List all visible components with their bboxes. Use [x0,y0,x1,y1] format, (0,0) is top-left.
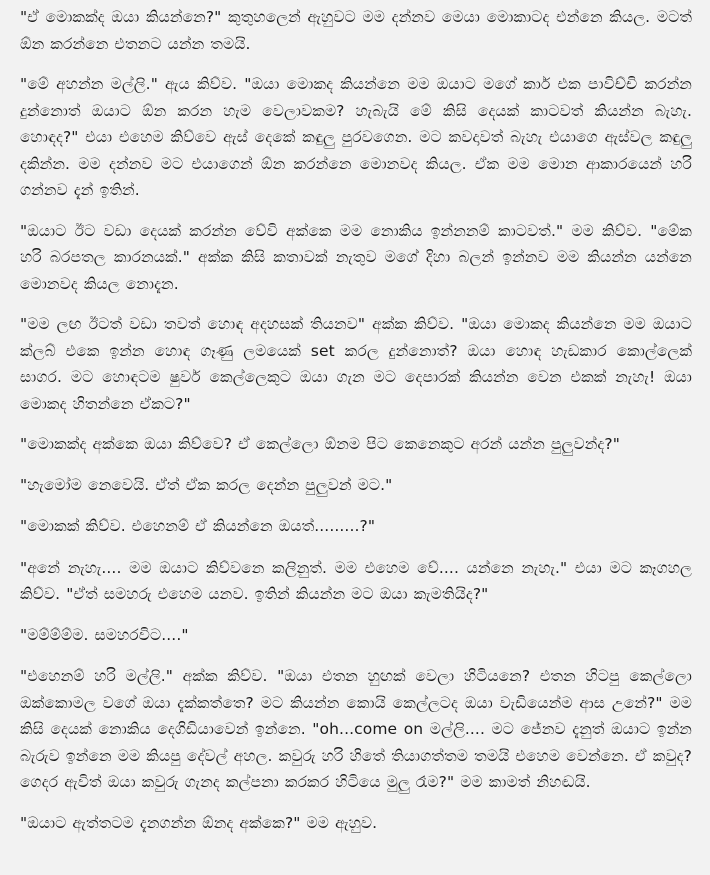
paragraph-5: "මොකක්ද අක්කෙ ඔයා කිව්වෙ? ඒ කෙල්ලො ඕනම පිට කෙනෙකුට අරන් යන්න පුලුවන්ද?" [20,435,620,453]
paragraph-3: "ඔයාට ඊට වඩා දෙයක් කරන්න වේවි අක්කෙ මම නොකිය ඉන්නනම් කාටවත්." මම කිව්ව. "මේක හරි බරපතල කාරනයක්." අක්ක කිසි කතාවක් නැතුව මගේ දිහා බලන් ඉන්නව මම කියන්න යන්නෙ මොනවද කියල නොදැන. [20,221,692,293]
paragraph-9: "මම්ම්ම්ම. සමහරවිට...." [20,625,189,644]
paragraph-10: "එහෙනම් හරි මල්ලි." අක්ක කිව්ව. "ඔයා එතන හුඟක් වෙලා හිටියනෙ? එතන හිටපු කෙල්ලො ඔක්කොමල වගේ ඔයා දැක්කත්තෙ? මට කියන්න කොයි කෙල්ලටද ඔයා වැඩියෙන්ම ආස උනේ?" මම කිසි දෙයක් නොකිය දෙගිඩියාවෙන් ඉන්නෙ. "oh...come on මල්ලි.... මට ජේනව දැනුත් ඔයාට ඉන්න බැරුව ඉන්නෙ මම කියපු දේවල් අහල. කවුරු හරි හිතේ තියාගත්තම තමයි එහෙම වෙන්නෙ. ඒ කවුද? ගෙදර ඇවිත් ඔයා කවුරු ගැනද කල්පනා කරකර හිටියෙ මුලු රෑම?" මම කාමත් නිහඬයි. [20,667,692,791]
paragraph-4: "මම ලඟ ඊටත් වඩා තවත් හොඳ අදහසක් තියනව" අක්ක කිව්ව. "ඔයා මොකද කියන්නෙ මම ඔයාට ක්ලබ් එකෙ ඉන්න හොඳ ගෑණු ලමයෙක් set කරල දුන්නොත්? ඔයා හොඳ හැඩකාර කොල්ලෙක් සාගර. මට හොඳටම ෂුවර් කෙල්ලෙකුට ඔයා ගැන මට දෙපාරක් කියන්න වෙන එකක් නැහැ! ඔයා මොකද හිතන්නෙ ඒකට?" [20,315,692,413]
paragraph-6: "හැමෝම නෙවෙයි. ඒත් ඒක කරල දෙන්න පුලුවන් මට." [20,475,393,494]
paragraph-8: "අනේ නැහැ.... මම ඔයාට කිව්වනෙ කලිනුත්. මම එහෙම වේ.... යන්නෙ නැහැ." එයා මට කෑගහල කිව්ව. "ඒත් සමහරු එහෙම යනව. ඉතින් කියන්න මට ඔයා කැමතියිද?" [20,558,692,603]
paragraph-11: "ඔයාට ඇත්තටම දැනගන්න ඕනද අක්කෙ?" මම ඇහුව. [20,813,378,832]
paragraph-2: "මේ අහන්න මල්ලි." ඇය කිව්ව. "ඔයා මොකද කියන්නෙ මම ඔයාට මගේ කාර් එක පාවිච්චි කරන්න දුන්නොත් ඔයාට ඕන කරන හැම වෙලාවකම? හැබැයි මේ කිසි දෙයක් කාටවත් කියන්න බැහැ. හොඳද?" එයා එහෙම කිව්වෙ ඇස් දෙකේ කඳුලු පුරවගෙන. මට කවදාවත් බැහැ එයාගෙ ඇස්වල කඳුලු දකින්න. මම දන්නව මට එයාගෙන් ඕන කරන්නෙ මොනවද කියල. ඒක මම මොන ආකාරයෙන් හරි ගන්නව දැන් ඉතින්. [20,75,692,199]
paragraph-7: "මොකක් කිව්ව. එහෙනම් ඒ කියන්නෙ ඔයත්.........?" [20,517,376,535]
paragraph-1: "ඒ මොකක්ද ඔයා කියන්නෙ?" කුතුහලෙන් ඇහුවට මම දන්නව මෙයා මොකාටද එන්නෙ කියල. මටත් ඕන කරන්නෙ එතනට යන්න තමයි. [20,8,692,53]
